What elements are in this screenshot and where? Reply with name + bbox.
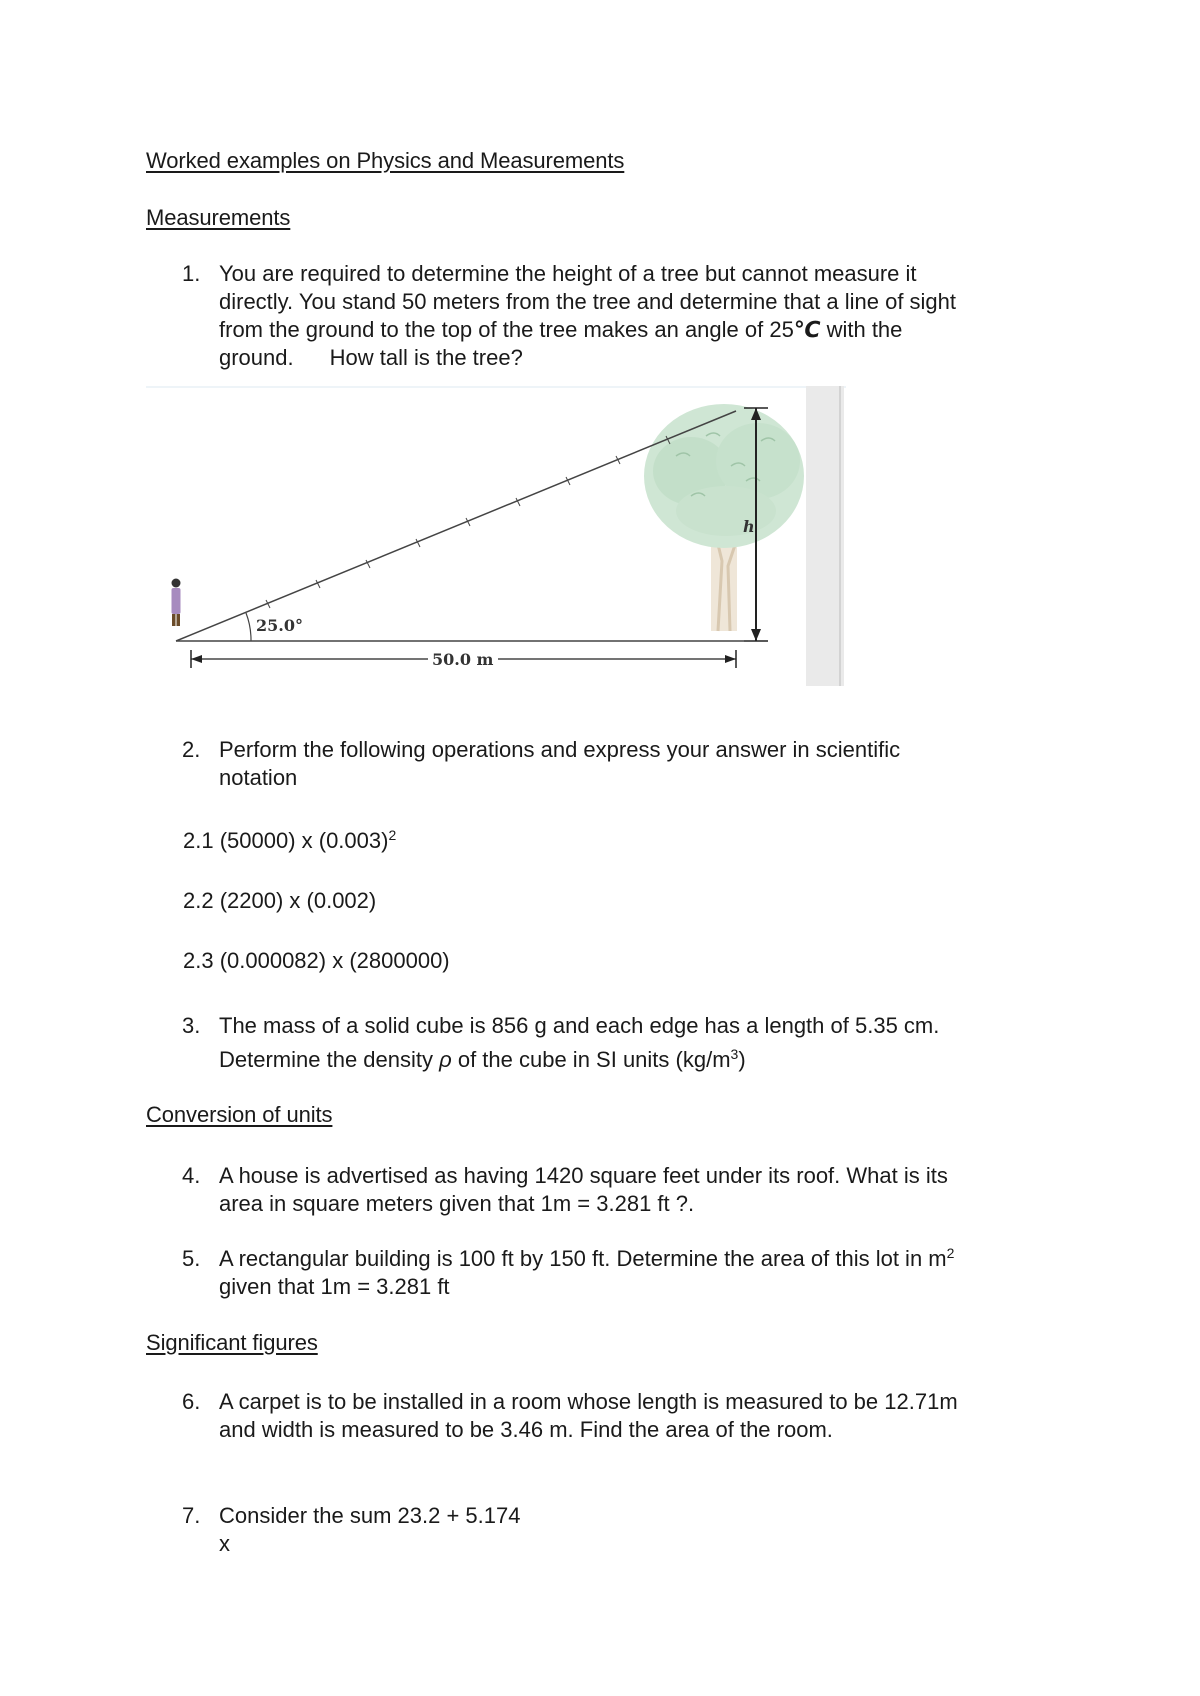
tree-height-figure [146,386,846,686]
text-line [219,316,1119,344]
text-segment: ) [738,1047,746,1072]
question-text [219,260,1119,372]
text-segment: ground. [219,345,294,370]
question-text [219,1162,1119,1218]
text-line: area in square meters given that 1m = 3.281 ft ?. [219,1191,695,1216]
question-number: 3. [182,1013,201,1038]
superscript: 2 [946,1245,955,1261]
degree-celsius-symbol: ℃ [793,317,821,342]
text-line: directly. You stand 50 meters from the tree and determine that a line of sight [219,289,957,314]
text-line: notation [219,765,298,790]
section-heading-measurements: Measurements [146,205,291,230]
text-line: A carpet is to be installed in a room whose length is measured to be 12.71m [219,1389,958,1414]
text-line: The mass of a solid cube is 856 g and each edge has a length of 5.35 cm. [219,1013,940,1038]
question-text [219,736,1119,792]
text-segment: from the ground to the top of the tree makes an angle of 25 [219,317,794,342]
section-heading-conversion: Conversion of units [146,1102,333,1127]
question-number: 5. [182,1246,201,1271]
question-text [219,1245,1119,1301]
text-segment: 2.1 (50000) x (0.003) [183,828,389,853]
question-number: 1. [182,261,201,286]
sub-question-2-1 [183,828,396,854]
distance-label: 50.0 m [432,650,494,669]
text-line [219,1245,1119,1273]
angle-label: 25.0° [256,616,303,635]
question-number: 7. [182,1503,201,1528]
text-segment: of the cube in SI units (kg/m [451,1047,731,1072]
text-line: Perform the following operations and express your answer in scientific [219,737,901,762]
question-text [219,1388,1119,1444]
question-number: 6. [182,1389,201,1414]
question-text [219,1009,1119,1077]
question-number: 2. [182,737,201,762]
text-line [219,1043,1119,1077]
text-line: given that 1m = 3.281 ft [219,1274,450,1299]
text-line: Consider the sum 23.2 + 5.174 [219,1503,521,1528]
sub-question-2-2: 2.2 (2200) x (0.002) [183,888,377,913]
superscript: 2 [388,827,397,843]
text-segment: Determine the density [219,1047,440,1072]
text-line: A house is advertised as having 1420 square feet under its roof. What is its [219,1163,948,1188]
document-title: Worked examples on Physics and Measurements [146,148,625,173]
text-segment: with the [820,317,903,342]
height-label: h [743,517,755,536]
text-segment: How tall is the tree? [329,345,523,370]
superscript: 3 [730,1046,739,1062]
text-line: and width is measured to be 3.46 m. Find the area of the room. [219,1417,833,1442]
side-bar [806,386,844,686]
section-heading-significant: Significant figures [146,1330,318,1355]
text-line [219,344,1119,372]
text-segment: A rectangular building is 100 ft by 150 ft. Determine the area of this lot in m [219,1246,947,1271]
text-line: x [219,1531,230,1556]
rho-symbol: ρ [439,1047,452,1072]
sub-question-2-3: 2.3 (0.000082) x (2800000) [183,948,450,973]
question-number: 4. [182,1163,201,1188]
question-text [219,1502,1119,1558]
text-line: You are required to determine the height of a tree but cannot measure it [219,261,917,286]
